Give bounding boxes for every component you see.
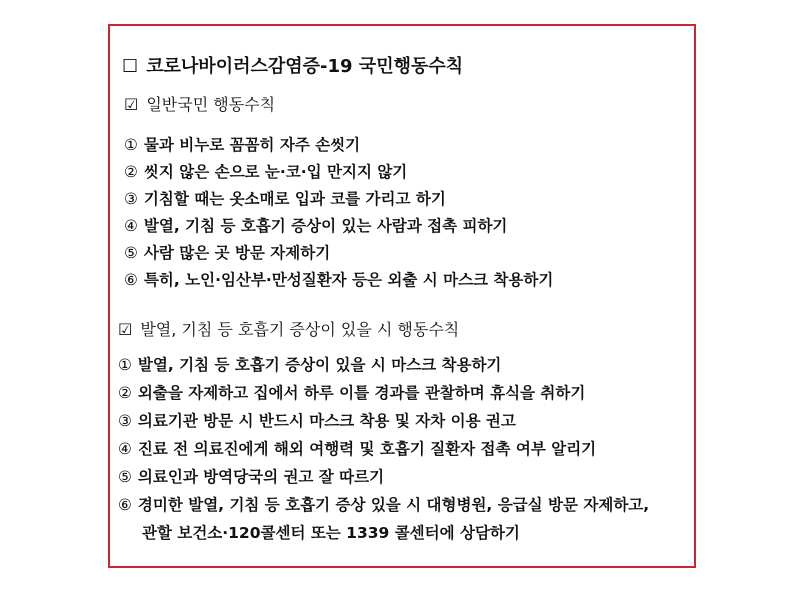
list-item xyxy=(124,133,360,155)
item-text: 물과 비누로 꼼꼼히 자주 손씻기 xyxy=(143,136,361,154)
checkbox-empty-icon: ☐ xyxy=(122,56,139,77)
list-item xyxy=(124,268,553,290)
item-number: ④ xyxy=(118,440,132,458)
list-item xyxy=(124,214,507,236)
guideline-box xyxy=(108,24,696,568)
item-text: 기침할 때는 옷소매로 입과 코를 가리고 하기 xyxy=(143,190,446,208)
item-text: 의료인과 방역당국의 권고 잘 따르기 xyxy=(137,468,385,486)
list-item xyxy=(124,241,330,263)
section-heading-general xyxy=(124,92,275,115)
document-title xyxy=(122,52,463,78)
item-text: 사람 많은 곳 방문 자제하기 xyxy=(143,244,331,262)
list-item xyxy=(118,493,649,515)
list-item xyxy=(118,465,384,487)
item-number: ② xyxy=(124,163,138,181)
item-number: ① xyxy=(118,356,132,374)
item-text: 진료 전 의료진에게 해외 여행력 및 호흡기 질환자 접촉 여부 알리기 xyxy=(137,440,597,458)
item-text: 경미한 발열, 기침 등 호흡기 증상 있을 시 대형병원, 응급실 방문 자제하고, xyxy=(137,496,650,514)
item-text: 특히, 노인·임산부·만성질환자 등은 외출 시 마스크 착용하기 xyxy=(143,271,554,289)
item-number: ⑤ xyxy=(124,244,138,262)
item-number: ⑥ xyxy=(118,496,132,514)
item-text: 외출을 자제하고 집에서 하루 이틀 경과를 관찰하며 휴식을 취하기 xyxy=(137,384,586,402)
item-number: ⑥ xyxy=(124,271,138,289)
item-text: 의료기관 방문 시 반드시 마스크 착용 및 자차 이용 권고 xyxy=(137,412,516,430)
item-text: 발열, 기침 등 호흡기 증상이 있는 사람과 접촉 피하기 xyxy=(143,217,508,235)
list-item-continuation xyxy=(142,521,520,543)
item-number: ① xyxy=(124,136,138,154)
item-number: ② xyxy=(118,384,132,402)
item-number: ③ xyxy=(118,412,132,430)
list-item xyxy=(124,187,446,209)
list-item xyxy=(124,160,407,182)
section-heading-text: 발열, 기침 등 호흡기 증상이 있을 시 행동수칙 xyxy=(140,320,460,339)
item-text: 발열, 기침 등 호흡기 증상이 있을 시 마스크 착용하기 xyxy=(137,356,502,374)
list-item xyxy=(118,353,501,375)
item-text: 관할 보건소·120콜센터 또는 1339 콜센터에 상담하기 xyxy=(142,524,520,542)
item-number: ③ xyxy=(124,190,138,208)
list-item xyxy=(118,381,585,403)
list-item xyxy=(118,437,596,459)
item-text: 씻지 않은 손으로 눈·코·입 만지지 않기 xyxy=(143,163,408,181)
title-text: 코로나바이러스감염증-19 국민행동수칙 xyxy=(146,56,464,77)
checkbox-checked-icon: ☑ xyxy=(124,95,139,114)
list-item xyxy=(118,409,516,431)
checkbox-checked-icon: ☑ xyxy=(118,320,133,339)
item-number: ⑤ xyxy=(118,468,132,486)
item-number: ④ xyxy=(124,217,138,235)
section-heading-text: 일반국민 행동수칙 xyxy=(146,95,276,114)
section-heading-symptomatic xyxy=(118,317,459,340)
